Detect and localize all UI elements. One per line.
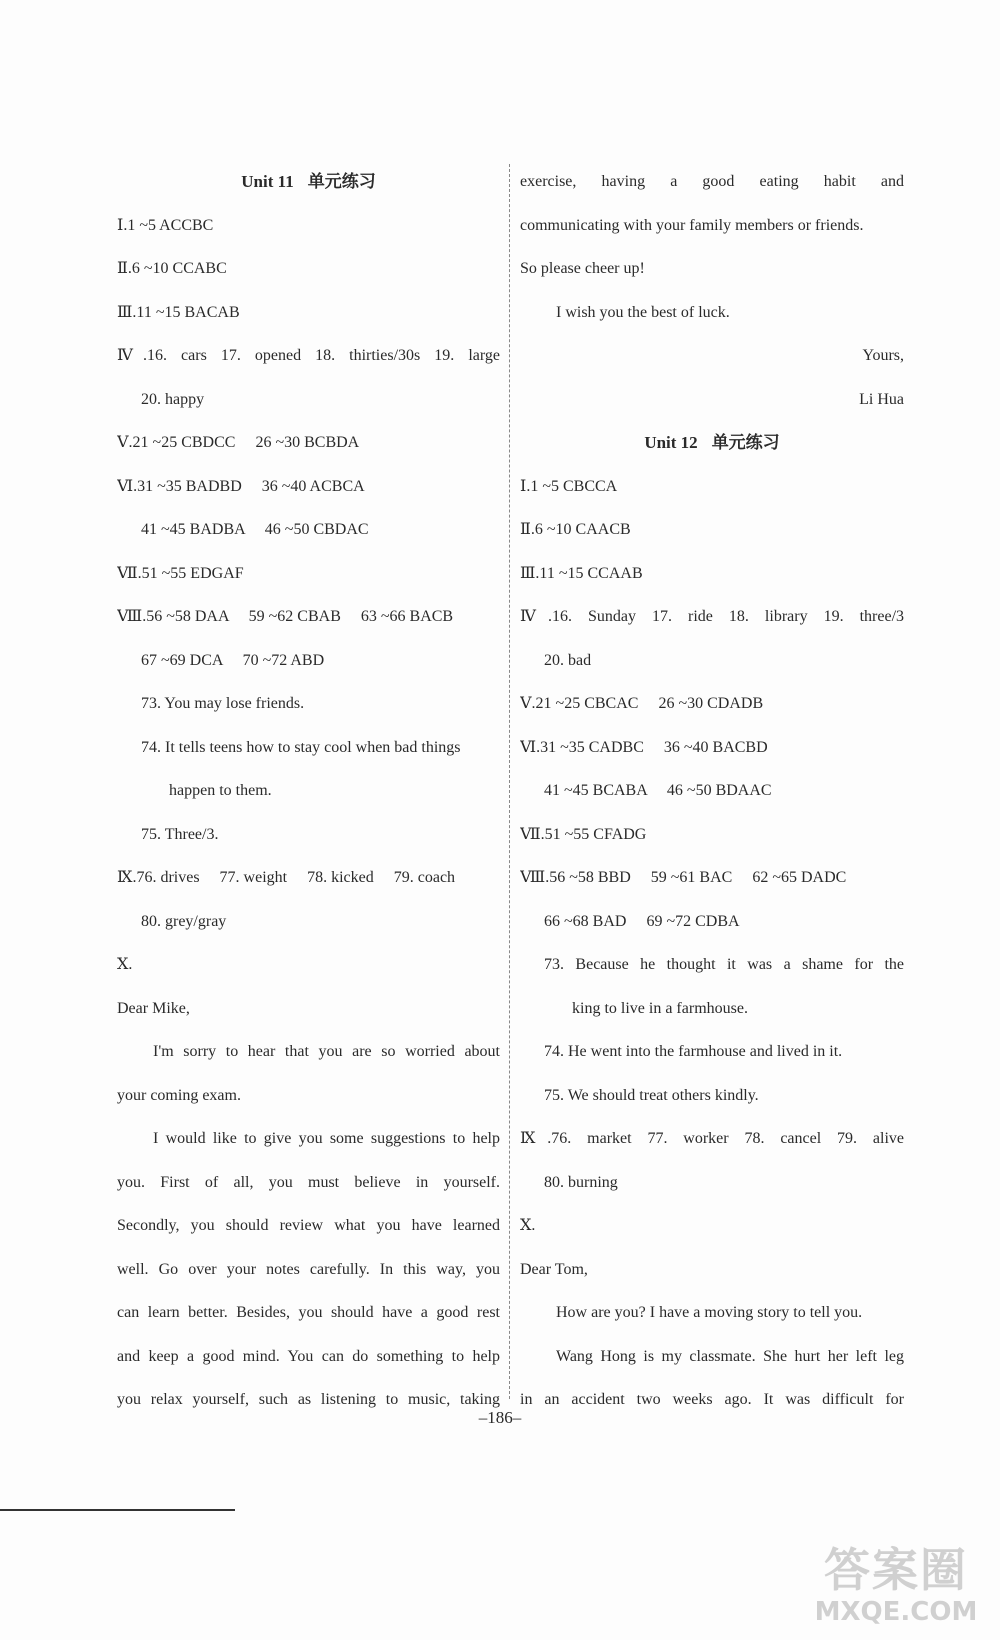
text-line	[520, 726, 904, 770]
text-line	[117, 856, 500, 900]
text-line	[520, 595, 904, 639]
line-segment: 20. happy	[141, 390, 205, 408]
left-lines	[117, 204, 500, 1422]
line-segment: How are you? I have a moving story to tell you.	[556, 1304, 863, 1321]
text-line	[117, 465, 500, 509]
line-segment: Ⅷ.56 ~58 DAA	[117, 608, 229, 625]
text-line	[117, 943, 500, 987]
line-segment: 77. weight	[219, 869, 288, 886]
text-line	[520, 465, 904, 509]
line-segment: Ⅳ.16. Sunday	[520, 608, 636, 625]
line-segment: Ⅸ.76. drives	[117, 869, 200, 886]
line-segment: 59 ~61 BAC	[650, 869, 733, 886]
text-line	[520, 378, 904, 422]
line-segment: 67 ~69 DCA	[141, 651, 223, 669]
line-segment: Ⅲ.11 ~15 BACAB	[117, 303, 240, 321]
line-segment: you relax yourself, such as listening to music, taking	[117, 1391, 500, 1408]
right-lines	[520, 465, 904, 1422]
line-segment: happen to them.	[169, 782, 272, 799]
text-line	[520, 1291, 904, 1335]
line-segment: exercise, having a good eating habit and	[520, 173, 904, 190]
line-segment: 79. coach	[393, 869, 456, 886]
line-segment: your coming exam.	[117, 1086, 241, 1104]
line-segment: 26 ~30 BCBDA	[255, 434, 360, 451]
line-segment: 26 ~30 CDADB	[658, 695, 764, 712]
line-segment: in an accident two weeks ago. It was difficult for	[520, 1391, 904, 1408]
text-line	[117, 1248, 500, 1292]
line-segment: 41 ~45 BCABA	[544, 782, 647, 799]
line-segment: 74. It tells teens how to stay cool when bad things	[141, 738, 461, 756]
text-line	[117, 1291, 500, 1335]
line-segment: 80. grey/gray	[141, 912, 227, 930]
line-segment: 66 ~68 BAD	[544, 912, 627, 930]
line-segment: and keep a good mind. You can do something to help	[117, 1347, 500, 1365]
text-line	[520, 247, 904, 291]
heading-unit: Unit 11	[241, 172, 294, 191]
left-column	[117, 160, 500, 1422]
line-segment: 46 ~50 CBDAC	[264, 521, 369, 538]
line-segment: 80. burning	[544, 1173, 618, 1191]
line-segment: Dear Tom,	[520, 1260, 588, 1278]
text-line	[117, 204, 500, 248]
line-segment: 41 ~45 BADBA	[141, 521, 245, 538]
text-line	[117, 900, 500, 944]
text-line	[520, 1248, 904, 1292]
text-line	[117, 334, 500, 378]
line-segment: 46 ~50 BDAAC	[666, 782, 772, 799]
text-line	[117, 1204, 500, 1248]
line-segment: Ⅴ.21 ~25 CBDCC	[117, 434, 236, 451]
line-segment: Ⅸ.76. market	[520, 1130, 632, 1147]
line-segment: 18. library	[728, 608, 808, 625]
line-segment: Ⅷ.56 ~58 BBD	[520, 869, 631, 886]
line-segment: Wang Hong is my classmate. She hurt her left leg	[556, 1347, 904, 1365]
text-line	[520, 900, 904, 944]
line-segment: 78. kicked	[307, 869, 374, 886]
line-segment: Yours,	[862, 347, 904, 364]
heading-title: 单元练习	[307, 172, 376, 191]
text-line	[117, 1030, 500, 1074]
heading-title: 单元练习	[711, 433, 780, 452]
text-line	[520, 987, 904, 1031]
line-segment: Ⅰ.1 ~5 CBCCA	[520, 477, 618, 495]
line-segment: Ⅱ.6 ~10 CAACB	[520, 521, 631, 538]
line-segment: 74. He went into the farmhouse and lived in it.	[544, 1043, 843, 1060]
text-line	[520, 639, 904, 683]
text-line	[520, 291, 904, 335]
text-line	[520, 856, 904, 900]
line-segment: 77. worker	[647, 1130, 729, 1147]
line-segment: Ⅲ.11 ~15 CCAAB	[520, 564, 643, 582]
line-segment: 59 ~62 CBAB	[248, 608, 341, 625]
line-segment: 19. large	[434, 347, 500, 364]
text-line	[117, 813, 500, 857]
bottom-rule	[0, 1509, 235, 1511]
watermark-url: MXQE.COM	[814, 1597, 978, 1627]
text-line	[520, 1335, 904, 1379]
line-segment: 18. thirties/30s	[315, 347, 421, 364]
unit-11-heading	[117, 160, 500, 204]
line-segment: 75. Three/3.	[141, 825, 219, 843]
line-segment: 70 ~72 ABD	[242, 651, 325, 669]
line-segment: 78. cancel	[744, 1130, 822, 1147]
line-segment: 75. We should treat others kindly.	[544, 1086, 759, 1104]
heading-unit: Unit 12	[644, 433, 698, 452]
text-line	[117, 552, 500, 596]
line-segment: Ⅱ.6 ~10 CCABC	[117, 260, 227, 277]
text-line	[520, 682, 904, 726]
line-segment: Ⅶ.51 ~55 EDGAF	[117, 564, 244, 582]
text-line	[117, 378, 500, 422]
watermark-logo: 答案圈	[824, 1543, 968, 1597]
text-line	[117, 726, 500, 770]
line-segment: 36 ~40 ACBCA	[261, 477, 365, 495]
line-segment: Dear Mike,	[117, 999, 190, 1017]
line-segment: 36 ~40 BACBD	[663, 738, 768, 756]
text-line	[117, 682, 500, 726]
line-segment: you. First of all, you must believe in yourself.	[117, 1173, 500, 1191]
text-line	[520, 1030, 904, 1074]
text-line	[520, 1117, 904, 1161]
line-segment: Ⅳ.16. cars	[117, 347, 207, 364]
right-column	[520, 160, 904, 1422]
watermark	[806, 1542, 986, 1628]
line-segment: 73. You may lose friends.	[141, 695, 305, 712]
text-line	[117, 595, 500, 639]
text-line	[117, 987, 500, 1031]
line-segment: communicating with your family members or friends.	[520, 216, 864, 234]
line-segment: 63 ~66 BACB	[360, 608, 454, 625]
text-line	[520, 1074, 904, 1118]
line-segment: Ⅹ.	[520, 1217, 536, 1234]
line-segment: Li Hua	[859, 390, 904, 408]
line-segment: 69 ~72 CDBA	[646, 912, 740, 930]
text-line	[117, 247, 500, 291]
line-segment: well. Go over your notes carefully. In this way, you	[117, 1260, 500, 1278]
text-line	[117, 421, 500, 465]
line-segment: I wish you the best of luck.	[556, 303, 730, 321]
text-line	[117, 508, 500, 552]
text-line	[520, 160, 904, 204]
line-segment: 17. ride	[652, 608, 713, 625]
text-line	[117, 769, 500, 813]
text-line	[117, 1117, 500, 1161]
line-segment: Ⅶ.51 ~55 CFADG	[520, 825, 647, 843]
line-segment: Ⅹ.	[117, 956, 133, 973]
line-segment: Secondly, you should review what you have learned	[117, 1217, 500, 1234]
line-segment: Ⅵ.31 ~35 BADBD	[117, 477, 242, 495]
line-segment: Ⅰ.1 ~5 ACCBC	[117, 216, 214, 234]
line-segment: 19. three/3	[823, 608, 904, 625]
text-line	[520, 334, 904, 378]
line-segment: Ⅴ.21 ~25 CBCAC	[520, 695, 639, 712]
text-line	[117, 291, 500, 335]
page-number: –186–	[478, 1408, 522, 1427]
text-line	[117, 1074, 500, 1118]
line-segment: I would like to give you some suggestions to help	[153, 1130, 500, 1147]
line-segment: 62 ~65 DADC	[752, 869, 847, 886]
line-segment: 20. bad	[544, 651, 592, 669]
line-segment: Ⅵ.31 ~35 CADBC	[520, 738, 644, 756]
unit-12-heading	[520, 421, 904, 465]
text-line	[520, 552, 904, 596]
text-line	[520, 1161, 904, 1205]
line-segment: 73. Because he thought it was a shame for the	[544, 956, 904, 973]
text-line	[520, 813, 904, 857]
text-line	[117, 1161, 500, 1205]
line-segment: So please cheer up!	[520, 260, 645, 277]
text-line	[520, 508, 904, 552]
text-line	[520, 943, 904, 987]
text-line	[117, 639, 500, 683]
line-segment: 79. alive	[837, 1130, 904, 1147]
line-segment: can learn better. Besides, you should have a good rest	[117, 1304, 500, 1321]
line-segment: 17. opened	[220, 347, 302, 364]
text-line	[117, 1335, 500, 1379]
text-line	[520, 204, 904, 248]
text-line	[520, 1204, 904, 1248]
right-letter-ending	[520, 160, 904, 421]
text-line	[520, 769, 904, 813]
column-divider	[509, 164, 510, 1399]
line-segment: king to live in a farmhouse.	[572, 999, 748, 1017]
line-segment: I'm sorry to hear that you are so worried about	[153, 1043, 500, 1060]
